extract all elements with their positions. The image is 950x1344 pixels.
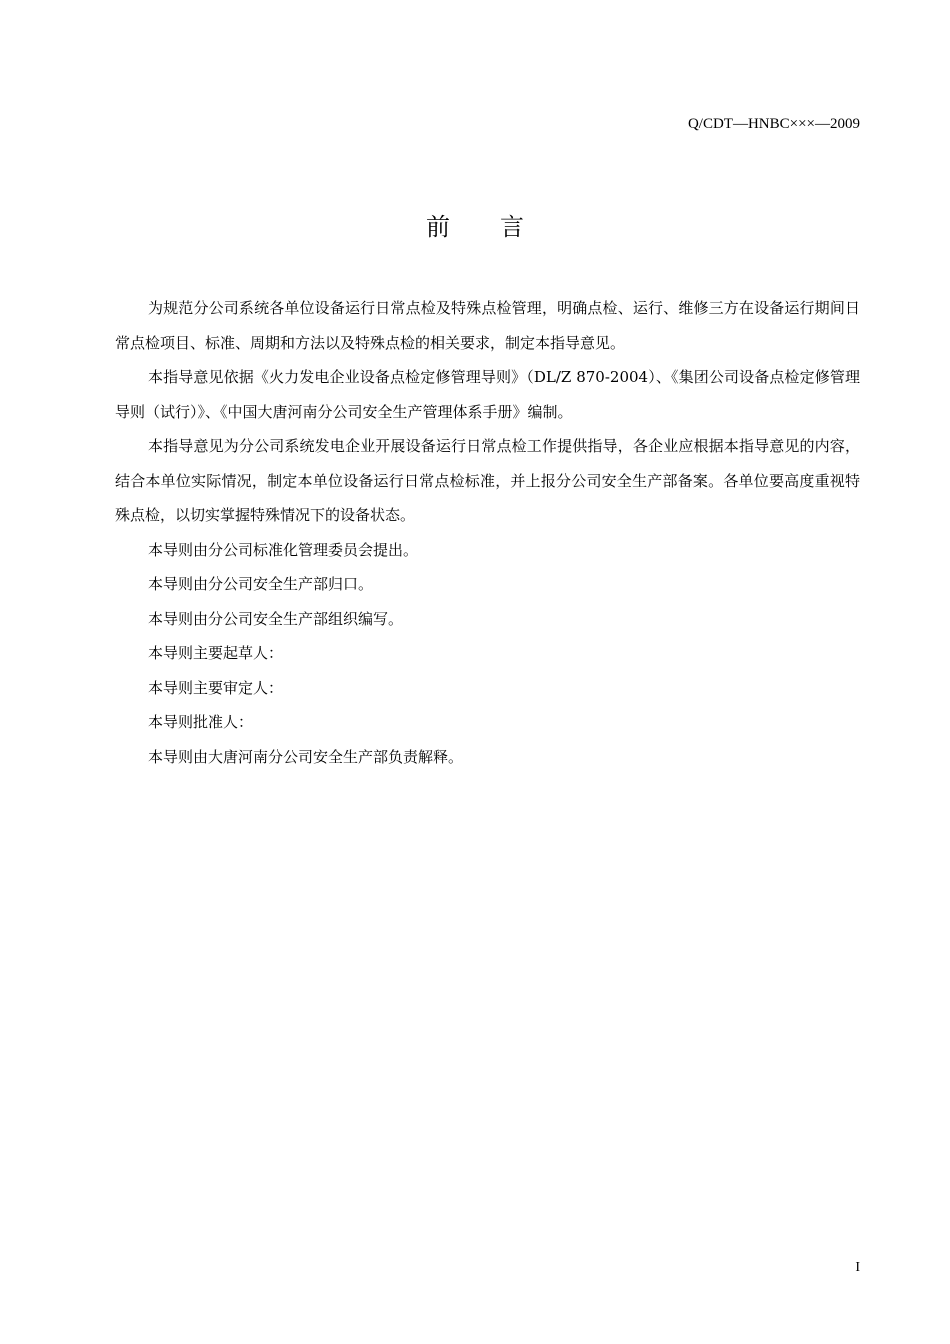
document-code: Q/CDT—HNBC×××—2009	[687, 116, 860, 132]
paragraph-basis: 本指导意见依据《火力发电企业设备点检定修管理导则》（DL/Z 870-2004）、《集团公司设备点检定修管理导则（试行）》、《中国大唐河南分公司安全生产管理体系手册》编制。	[115, 368, 860, 421]
paragraph-guidance: 本指导意见为分公司系统发电企业开展设备运行日常点检工作提供指导，各企业应根据本指导意见的内容，结合本单位实际情况，制定本单位设备运行日常点检标准，并上报分公司安全生产部备案。各单位要高度重视特殊点检，以切实掌握特殊情况下的设备状态。	[115, 437, 860, 524]
paragraph-drafter: 本导则主要起草人：	[148, 644, 284, 662]
paragraph-reviewer: 本导则主要审定人：	[148, 678, 284, 697]
paragraph-purpose: 为规范分公司系统各单位设备运行日常点检及特殊点检管理，明确点检、运行、维修三方在设备运行期间日常点检项目、标准、周期和方法以及特殊点检的相关要求，制定本指导意见。	[115, 299, 860, 352]
document-body	[115, 291, 860, 774]
page-title: 前言	[426, 213, 574, 241]
paragraph-approver: 本导则批准人：	[148, 713, 254, 731]
paragraph-interpretation: 本导则由大唐河南分公司安全生产部负责解释。	[148, 747, 464, 766]
page-number: I	[855, 1260, 860, 1275]
paragraph-organizer: 本导则由分公司安全生产部组织编写。	[148, 609, 404, 628]
paragraph-administrator: 本导则由分公司安全生产部归口。	[148, 575, 374, 593]
paragraph-proposer: 本导则由分公司标准化管理委员会提出。	[148, 540, 419, 559]
